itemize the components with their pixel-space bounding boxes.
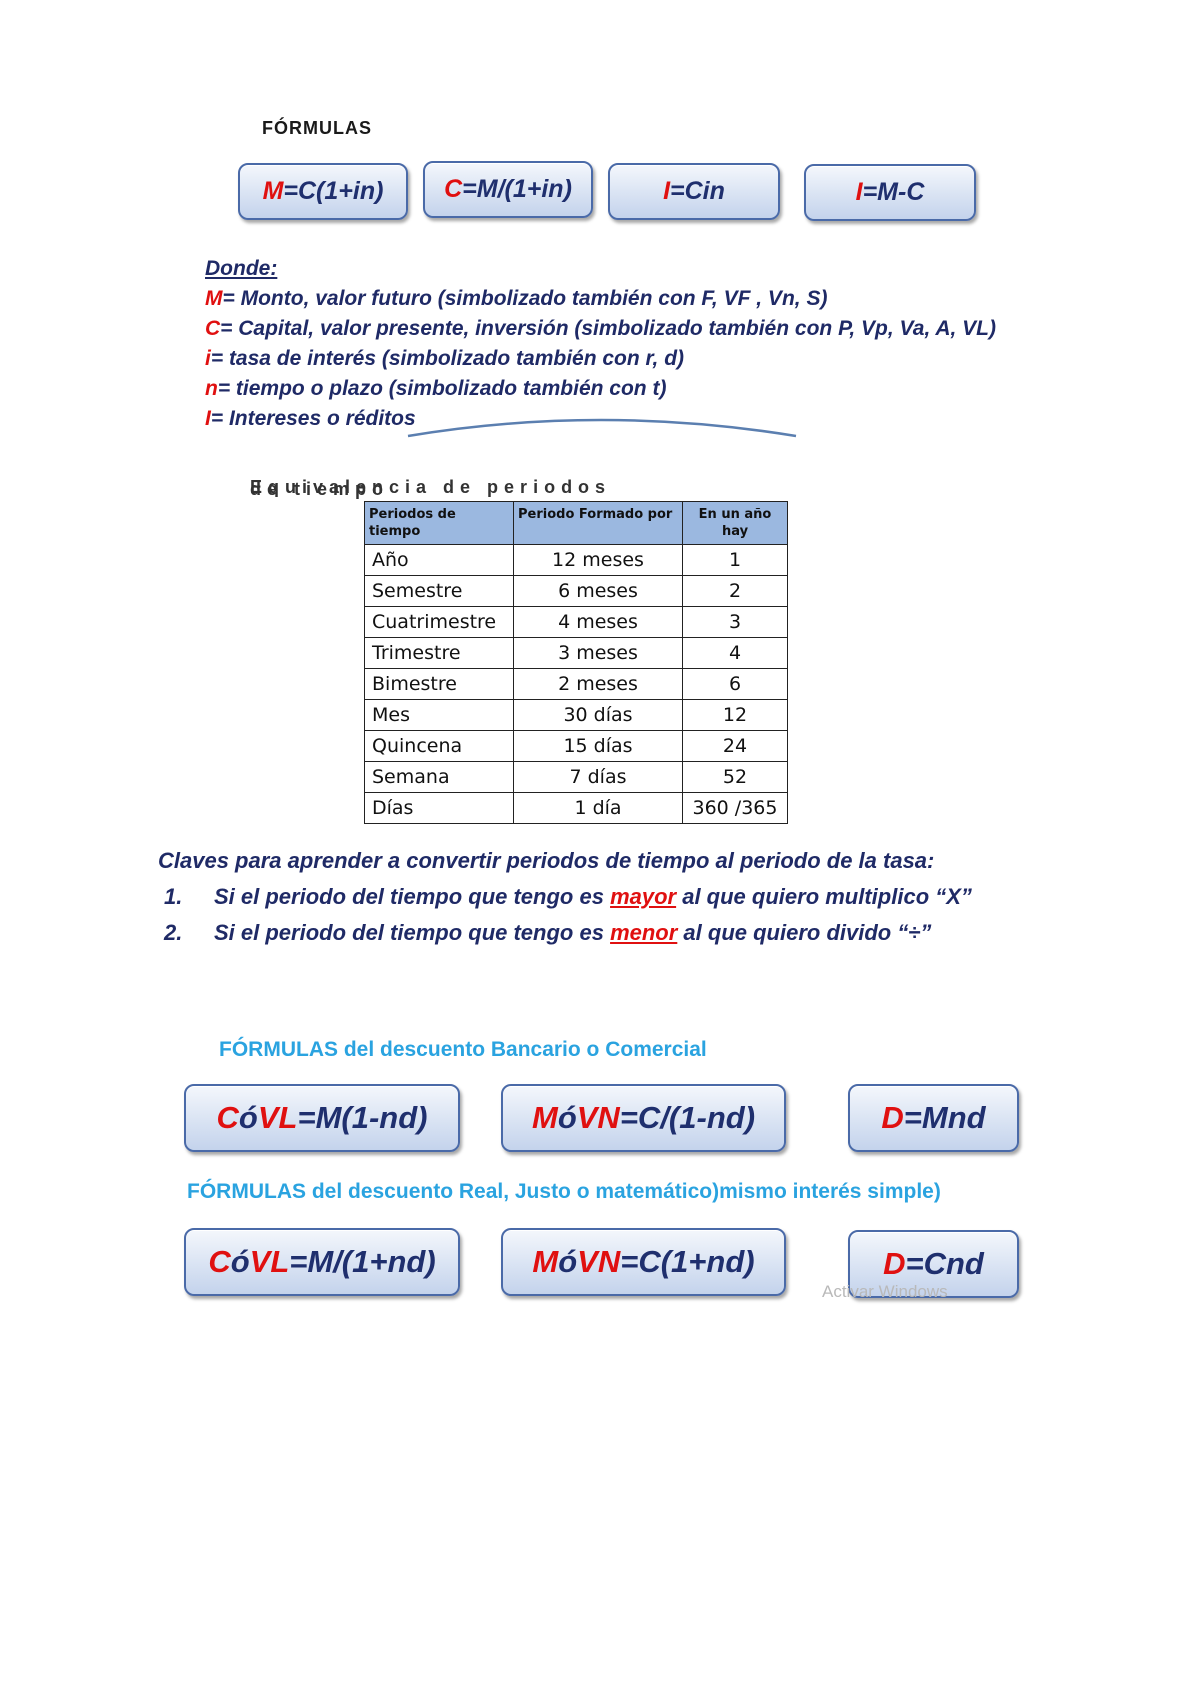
formula-symbol: M <box>532 1244 559 1279</box>
formulas-heading: FÓRMULAS <box>262 118 372 138</box>
table-row <box>365 731 788 762</box>
key-item <box>164 879 1068 915</box>
table-cell: 1 <box>683 545 788 576</box>
table-cell: Cuatrimestre <box>365 607 514 638</box>
table-row <box>365 700 788 731</box>
table-row <box>365 576 788 607</box>
activation-watermark: Activar Windows <box>822 1282 948 1301</box>
table-cell: 2 meses <box>514 669 683 700</box>
definition-symbol: n <box>205 377 218 400</box>
key-item <box>164 915 1068 951</box>
definition-text: = tasa de interés (simbolizado también con r, d) <box>210 347 685 370</box>
table-cell: 15 días <box>514 731 683 762</box>
formula-text: =Cnd <box>905 1246 984 1281</box>
table-row <box>365 669 788 700</box>
formula-text: =M-C <box>862 178 925 206</box>
definition-text: = tiempo o plazo (simbolizado también con t) <box>217 377 667 400</box>
bank-discount-heading: FÓRMULAS del descuento Bancario o Comercial <box>219 1038 707 1061</box>
table-cell: 6 meses <box>514 576 683 607</box>
table-cell: 1 día <box>514 793 683 824</box>
table-cell: 4 meses <box>514 607 683 638</box>
table-cell: 6 <box>683 669 788 700</box>
table-cell: Días <box>365 793 514 824</box>
formula-box-valor-liquido-real <box>184 1228 460 1296</box>
table-cell: 3 meses <box>514 638 683 669</box>
formula-box-descuento <box>848 1084 1019 1152</box>
table-cell: 52 <box>683 762 788 793</box>
table-row <box>365 607 788 638</box>
table-cell: Bimestre <box>365 669 514 700</box>
table-cell: 12 meses <box>514 545 683 576</box>
column-header: En un año hay <box>683 502 788 545</box>
formula-symbol: VN <box>577 1244 621 1279</box>
formula-symbol: VL <box>257 1100 298 1135</box>
table-cell: Semana <box>365 762 514 793</box>
table-cell: 7 días <box>514 762 683 793</box>
formula-connector: ó <box>557 1100 577 1135</box>
table-cell: Semestre <box>365 576 514 607</box>
formula-text: =M(1-nd) <box>297 1100 428 1135</box>
column-header: Periodos de tiempo <box>365 502 514 545</box>
definition-text: = Intereses o réditos <box>210 407 416 430</box>
definition-symbol: M <box>205 287 223 310</box>
formula-box-valor-nominal-real <box>501 1228 786 1296</box>
formula-symbol: C <box>444 175 463 203</box>
table-row <box>365 545 788 576</box>
key-text: Si el periodo del tiempo que tengo es <box>214 884 611 909</box>
key-text: Si el periodo del tiempo que tengo es <box>214 920 611 945</box>
periods-caption: Equivalencia de periodos de tiempo <box>250 477 612 499</box>
formula-symbol: VN <box>576 1100 620 1135</box>
table-cell: 30 días <box>514 700 683 731</box>
table-cell: 12 <box>683 700 788 731</box>
key-text: al que quiero divido “÷” <box>677 920 932 945</box>
formula-symbol: C <box>216 1100 239 1135</box>
formula-text: =M/(1+in) <box>462 175 572 203</box>
formula-symbol: D <box>881 1100 904 1135</box>
conversion-keys <box>158 843 1068 951</box>
definitions-title: Donde: <box>205 257 278 280</box>
table-cell: 2 <box>683 576 788 607</box>
formula-symbol: C <box>208 1244 231 1279</box>
table-row <box>365 762 788 793</box>
formula-text: =C(1+nd) <box>620 1244 755 1279</box>
definition-symbol: I <box>205 407 211 430</box>
definition-symbol: i <box>205 347 211 370</box>
table-cell: 24 <box>683 731 788 762</box>
definition-text: = Monto, valor futuro (simbolizado también con F, VF , Vn, S) <box>222 287 828 310</box>
formula-symbol: M <box>531 1100 558 1135</box>
definition-text: = Capital, valor presente, inversión (simbolizado también con P, Vp, Va, A, VL) <box>220 317 997 340</box>
formula-box-valor-liquido <box>184 1084 460 1152</box>
table-row <box>365 793 788 824</box>
formula-text: =Mnd <box>903 1100 986 1135</box>
table-cell: 3 <box>683 607 788 638</box>
formula-connector: ó <box>230 1244 250 1279</box>
table-row <box>365 638 788 669</box>
formula-symbol: I <box>855 178 863 206</box>
key-number: 2. <box>164 920 183 945</box>
formula-symbol: D <box>883 1246 906 1281</box>
key-text: al que quiero multiplico “X” <box>676 884 972 909</box>
periods-table <box>364 501 788 824</box>
key-highlight: menor <box>610 920 678 945</box>
table-header-row <box>365 502 788 545</box>
key-highlight: mayor <box>610 884 677 909</box>
formula-text: =C/(1-nd) <box>619 1100 756 1135</box>
formula-box-valor-nominal <box>501 1084 786 1152</box>
formula-symbol: I <box>663 177 671 205</box>
formula-text: =Cin <box>670 177 725 205</box>
formula-text: =M/(1+nd) <box>289 1244 436 1279</box>
keys-title: Claves para aprender a convertir periodos de tiempo al periodo de la tasa: <box>158 848 935 873</box>
column-header: Periodo Formado por <box>514 502 683 545</box>
table-cell: Quincena <box>365 731 514 762</box>
definition-symbol: C <box>205 317 221 340</box>
table-cell: 4 <box>683 638 788 669</box>
table-cell: Trimestre <box>365 638 514 669</box>
table-cell: 360 /365 <box>683 793 788 824</box>
table-body <box>365 545 788 824</box>
table-cell: Año <box>365 545 514 576</box>
formula-connector: ó <box>238 1100 258 1135</box>
key-number: 1. <box>164 884 183 909</box>
table-cell: Mes <box>365 700 514 731</box>
formula-text: =C(1+in) <box>283 177 384 205</box>
formula-symbol: M <box>262 177 284 205</box>
formula-symbol: VL <box>249 1244 290 1279</box>
formula-connector: ó <box>558 1244 578 1279</box>
real-discount-heading: FÓRMULAS del descuento Real, Justo o matemático)mismo interés simple) <box>187 1180 941 1203</box>
